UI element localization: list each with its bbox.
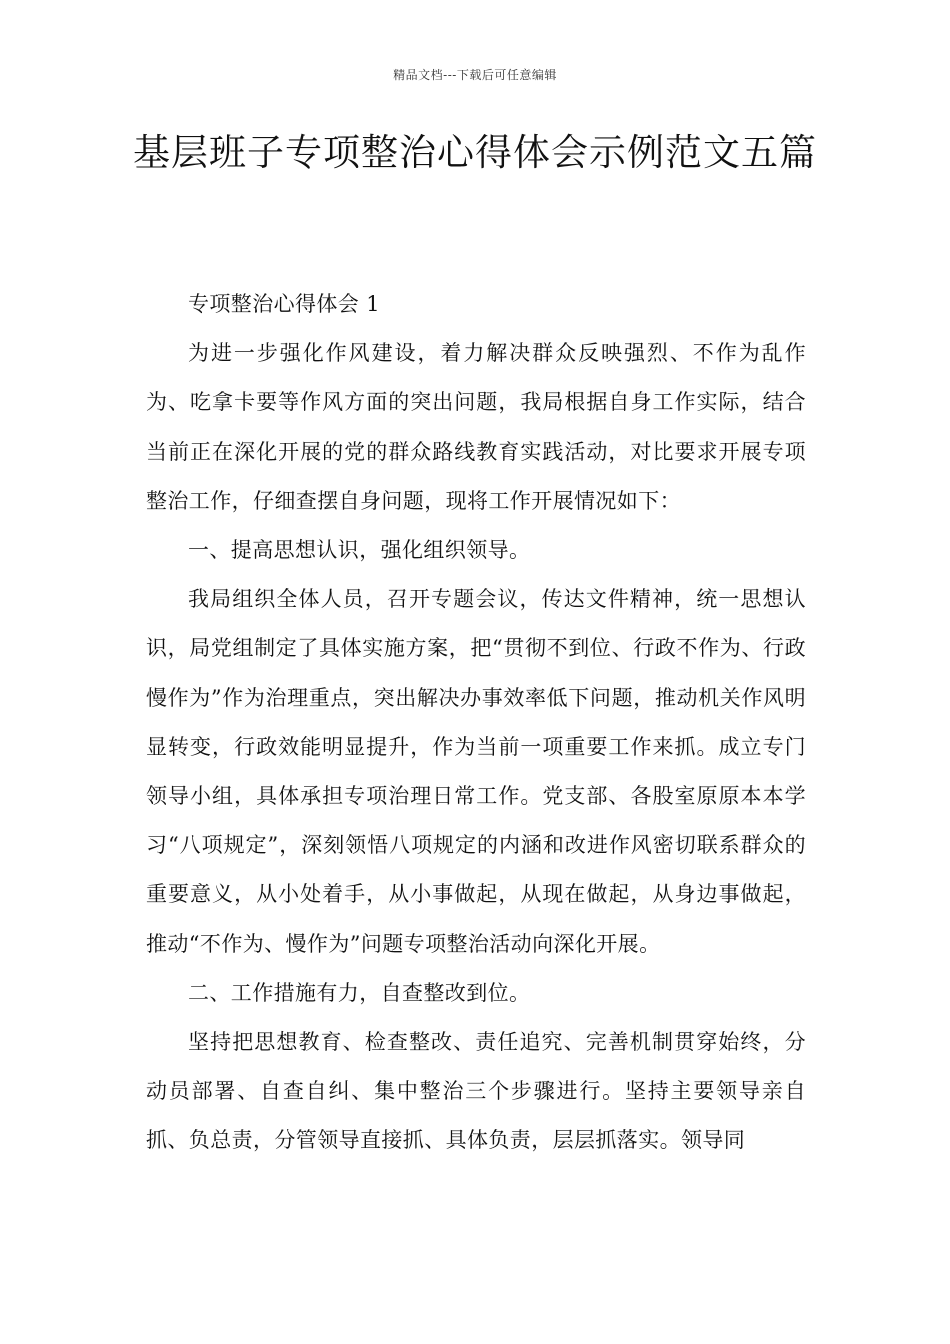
body-paragraph: 我局组织全体人员，召开专题会议，传达文件精神，统一思想认识，局党组制定了具体实施方案，把“贯彻不到位、行政不作为、行政慢作为”作为治理重点，突出解决办事效率低下问题，推动机关作风明显转变，行政效能明显提升，作为当前一项重要工作来抓。成立专门领导小组，具体承担专项治理日常工作。党支部、各股室原原本本学习“八项规定”，深刻领悟八项规定的内涵和改进作风密切联系群众的重要意义，从小处着手，从小事做起，从现在做起，从身边事做起，推动“不作为、慢作为”问题专项整治活动向深化开展。 <box>146 587 806 956</box>
section-heading-2: 一、提高思想认识，强化组织领导。 <box>188 538 531 563</box>
document-body <box>146 280 806 1166</box>
section-heading-3: 二、工作措施有力，自查整改到位。 <box>188 980 531 1005</box>
header-note: 精品文档---下载后可任意编辑 <box>393 68 557 82</box>
document-title: 基层班子专项整治心得体会示例范文五篇 <box>133 131 817 174</box>
section-heading-1: 专项整治心得体会 1 <box>188 292 381 316</box>
body-paragraph: 为进一步强化作风建设，着力解决群众反映强烈、不作为乱作为、吃拿卡要等作风方面的突出问题，我局根据自身工作实际，结合当前正在深化开展的党的群众路线教育实践活动，对比要求开展专项整治工作，仔细查摆自身问题，现将工作开展情况如下： <box>146 341 806 513</box>
body-paragraph: 坚持把思想教育、检查整改、责任追究、完善机制贯穿始终，分动员部署、自查自纠、集中整治三个步骤进行。坚持主要领导亲自抓、负总责，分管领导直接抓、具体负责，层层抓落实。领导同 <box>146 1030 806 1153</box>
